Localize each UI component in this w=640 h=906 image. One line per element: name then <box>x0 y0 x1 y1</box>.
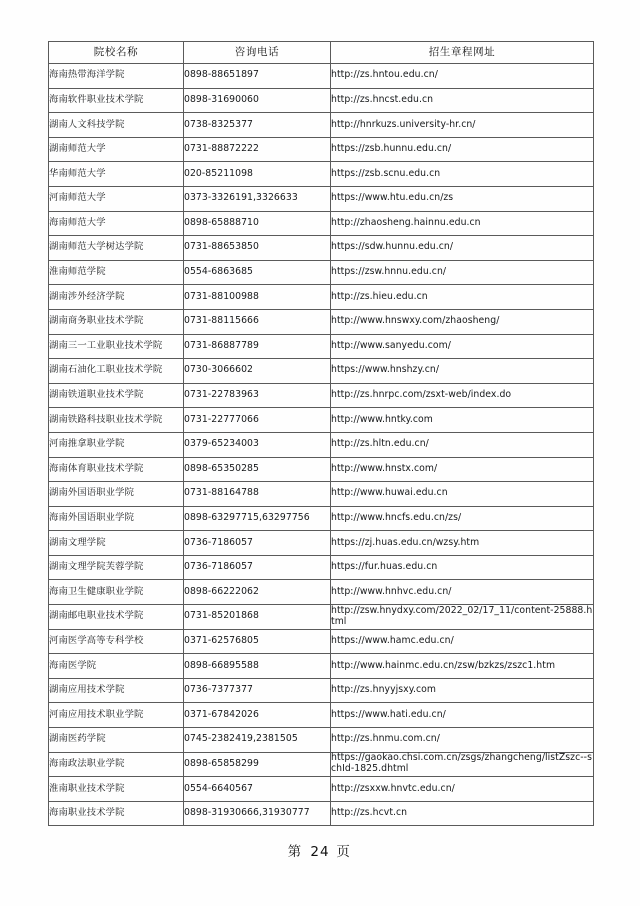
table-row <box>49 801 594 826</box>
footer-page-number: 24 <box>310 844 330 860</box>
table-row <box>49 309 594 334</box>
cell-school-name: 海南医学院 <box>49 654 184 679</box>
cell-school-name: 湖南外国语职业学院 <box>49 482 184 507</box>
footer-suffix: 页 <box>336 844 353 860</box>
table-row <box>49 555 594 580</box>
cell-admissions-url[interactable]: https://www.hati.edu.cn/ <box>331 703 594 728</box>
cell-school-name: 湖南师范大学树达学院 <box>49 236 184 261</box>
cell-admissions-url[interactable]: http://www.hnhvc.edu.cn/ <box>331 580 594 605</box>
cell-admissions-url[interactable]: https://sdw.hunnu.edu.cn/ <box>331 236 594 261</box>
cell-admissions-url[interactable]: http://www.hncfs.edu.cn/zs/ <box>331 506 594 531</box>
cell-phone: 0731-22777066 <box>184 408 331 433</box>
cell-school-name: 湖南师范大学 <box>49 137 184 162</box>
cell-phone: 0736-7377377 <box>184 678 331 703</box>
cell-admissions-url[interactable]: http://zs.hnyyjsxy.com <box>331 678 594 703</box>
cell-school-name: 湖南文理学院芙蓉学院 <box>49 555 184 580</box>
footer-prefix: 第 <box>287 844 304 860</box>
cell-admissions-url[interactable]: https://zj.huas.edu.cn/wzsy.htm <box>331 531 594 556</box>
cell-school-name: 湖南文理学院 <box>49 531 184 556</box>
cell-admissions-url[interactable]: https://fur.huas.edu.cn <box>331 555 594 580</box>
cell-phone: 0898-65858299 <box>184 752 331 777</box>
table-row <box>49 236 594 261</box>
cell-phone: 0898-31930666,31930777 <box>184 801 331 826</box>
cell-school-name: 海南政法职业学院 <box>49 752 184 777</box>
cell-school-name: 河南师范大学 <box>49 186 184 211</box>
column-header-school-name: 院校名称 <box>49 42 184 64</box>
cell-phone: 0898-66895588 <box>184 654 331 679</box>
cell-admissions-url[interactable]: http://www.hnswxy.com/zhaosheng/ <box>331 309 594 334</box>
cell-school-name: 湖南应用技术学院 <box>49 678 184 703</box>
cell-admissions-url[interactable]: https://www.hamc.edu.cn/ <box>331 629 594 654</box>
cell-school-name: 河南推拿职业学院 <box>49 432 184 457</box>
cell-school-name: 湖南邮电职业技术学院 <box>49 605 184 630</box>
cell-admissions-url[interactable]: https://gaokao.chsi.com.cn/zsgs/zhangcheng/listZszc--schId-1825.dhtml <box>331 752 594 777</box>
cell-phone: 0738-8325377 <box>184 113 331 138</box>
cell-phone: 0745-2382419,2381505 <box>184 728 331 753</box>
cell-school-name: 河南应用技术职业学院 <box>49 703 184 728</box>
table-row <box>49 359 594 384</box>
cell-admissions-url[interactable]: http://www.sanyedu.com/ <box>331 334 594 359</box>
cell-admissions-url[interactable]: https://zsb.hunnu.edu.cn/ <box>331 137 594 162</box>
table-row <box>49 678 594 703</box>
table-row <box>49 211 594 236</box>
table-row <box>49 531 594 556</box>
column-header-url: 招生章程网址 <box>331 42 594 64</box>
cell-admissions-url[interactable]: http://zs.hnmu.com.cn/ <box>331 728 594 753</box>
table-row <box>49 752 594 777</box>
cell-admissions-url[interactable]: https://www.htu.edu.cn/zs <box>331 186 594 211</box>
cell-school-name: 华南师范大学 <box>49 162 184 187</box>
cell-school-name: 湖南涉外经济学院 <box>49 285 184 310</box>
cell-phone: 0731-88164788 <box>184 482 331 507</box>
cell-school-name: 淮南职业技术学院 <box>49 777 184 802</box>
cell-school-name: 湖南石油化工职业技术学院 <box>49 359 184 384</box>
cell-school-name: 河南医学高等专科学校 <box>49 629 184 654</box>
admissions-table <box>48 41 594 826</box>
cell-school-name: 海南体育职业技术学院 <box>49 457 184 482</box>
column-header-phone: 咨询电话 <box>184 42 331 64</box>
cell-school-name: 海南热带海洋学院 <box>49 64 184 89</box>
table-row <box>49 432 594 457</box>
cell-phone: 0898-65350285 <box>184 457 331 482</box>
cell-school-name: 湖南人文科技学院 <box>49 113 184 138</box>
cell-school-name: 湖南三一工业职业技术学院 <box>49 334 184 359</box>
cell-school-name: 湖南商务职业技术学院 <box>49 309 184 334</box>
cell-admissions-url[interactable]: http://zsw.hnydxy.com/2022_02/17_11/content-25888.html <box>331 605 594 630</box>
cell-admissions-url[interactable]: http://www.hntky.com <box>331 408 594 433</box>
cell-phone: 0373-3326191,3326633 <box>184 186 331 211</box>
cell-admissions-url[interactable]: http://zs.hcvt.cn <box>331 801 594 826</box>
cell-admissions-url[interactable]: http://www.hainmc.edu.cn/zsw/bzkzs/zszc1.htm <box>331 654 594 679</box>
page-footer <box>0 840 640 860</box>
table-body <box>49 64 594 826</box>
cell-school-name: 海南软件职业技术学院 <box>49 88 184 113</box>
cell-phone: 0731-88872222 <box>184 137 331 162</box>
table-row <box>49 88 594 113</box>
table-row <box>49 285 594 310</box>
cell-phone: 0371-62576805 <box>184 629 331 654</box>
cell-admissions-url[interactable]: https://zsw.hnnu.edu.cn/ <box>331 260 594 285</box>
cell-phone: 0898-66222062 <box>184 580 331 605</box>
cell-school-name: 淮南师范学院 <box>49 260 184 285</box>
table-row <box>49 777 594 802</box>
table-row <box>49 113 594 138</box>
cell-phone: 0731-88100988 <box>184 285 331 310</box>
cell-phone: 0731-85201868 <box>184 605 331 630</box>
cell-admissions-url[interactable]: http://zsxxw.hnvtc.edu.cn/ <box>331 777 594 802</box>
cell-admissions-url[interactable]: http://zs.hnrpc.com/zsxt-web/index.do <box>331 383 594 408</box>
table-row <box>49 703 594 728</box>
cell-school-name: 湖南铁道职业技术学院 <box>49 383 184 408</box>
table-row <box>49 334 594 359</box>
cell-school-name: 海南外国语职业学院 <box>49 506 184 531</box>
table-row <box>49 137 594 162</box>
table-header-row <box>49 42 594 64</box>
cell-phone: 0731-22783963 <box>184 383 331 408</box>
table-row <box>49 605 594 630</box>
cell-phone: 0736-7186057 <box>184 531 331 556</box>
cell-phone: 0898-88651897 <box>184 64 331 89</box>
cell-phone: 0731-88115666 <box>184 309 331 334</box>
cell-phone: 0731-88653850 <box>184 236 331 261</box>
cell-admissions-url[interactable]: http://zhaosheng.hainnu.edu.cn <box>331 211 594 236</box>
table-row <box>49 506 594 531</box>
cell-school-name: 海南职业技术学院 <box>49 801 184 826</box>
cell-admissions-url[interactable]: http://www.hnstx.com/ <box>331 457 594 482</box>
table-row <box>49 64 594 89</box>
cell-phone: 020-85211098 <box>184 162 331 187</box>
table-row <box>49 457 594 482</box>
cell-phone: 0898-65888710 <box>184 211 331 236</box>
cell-school-name: 海南师范大学 <box>49 211 184 236</box>
table-row <box>49 383 594 408</box>
cell-phone: 0731-86887789 <box>184 334 331 359</box>
cell-admissions-url[interactable]: http://zs.hncst.edu.cn <box>331 88 594 113</box>
table-row <box>49 408 594 433</box>
cell-admissions-url[interactable]: http://zs.hntou.edu.cn/ <box>331 64 594 89</box>
cell-phone: 0554-6640567 <box>184 777 331 802</box>
cell-phone: 0736-7186057 <box>184 555 331 580</box>
table-row <box>49 580 594 605</box>
cell-school-name: 湖南铁路科技职业技术学院 <box>49 408 184 433</box>
table-row <box>49 482 594 507</box>
cell-admissions-url[interactable]: http://zs.hieu.edu.cn <box>331 285 594 310</box>
cell-admissions-url[interactable]: https://zsb.scnu.edu.cn <box>331 162 594 187</box>
table-row <box>49 186 594 211</box>
table-row <box>49 654 594 679</box>
cell-phone: 0371-67842026 <box>184 703 331 728</box>
cell-phone: 0554-6863685 <box>184 260 331 285</box>
admissions-table-container <box>48 41 593 826</box>
cell-school-name: 海南卫生健康职业学院 <box>49 580 184 605</box>
table-row <box>49 162 594 187</box>
cell-admissions-url[interactable]: http://zs.hltn.edu.cn/ <box>331 432 594 457</box>
table-row <box>49 629 594 654</box>
cell-phone: 0898-31690060 <box>184 88 331 113</box>
cell-admissions-url[interactable]: https://www.hnshzy.cn/ <box>331 359 594 384</box>
cell-phone: 0730-3066602 <box>184 359 331 384</box>
cell-admissions-url[interactable]: http://hnrkuzs.university-hr.cn/ <box>331 113 594 138</box>
table-header <box>49 42 594 64</box>
cell-phone: 0379-65234003 <box>184 432 331 457</box>
cell-school-name: 湖南医药学院 <box>49 728 184 753</box>
cell-phone: 0898-63297715,63297756 <box>184 506 331 531</box>
table-row <box>49 260 594 285</box>
cell-admissions-url[interactable]: http://www.huwai.edu.cn <box>331 482 594 507</box>
table-row <box>49 728 594 753</box>
